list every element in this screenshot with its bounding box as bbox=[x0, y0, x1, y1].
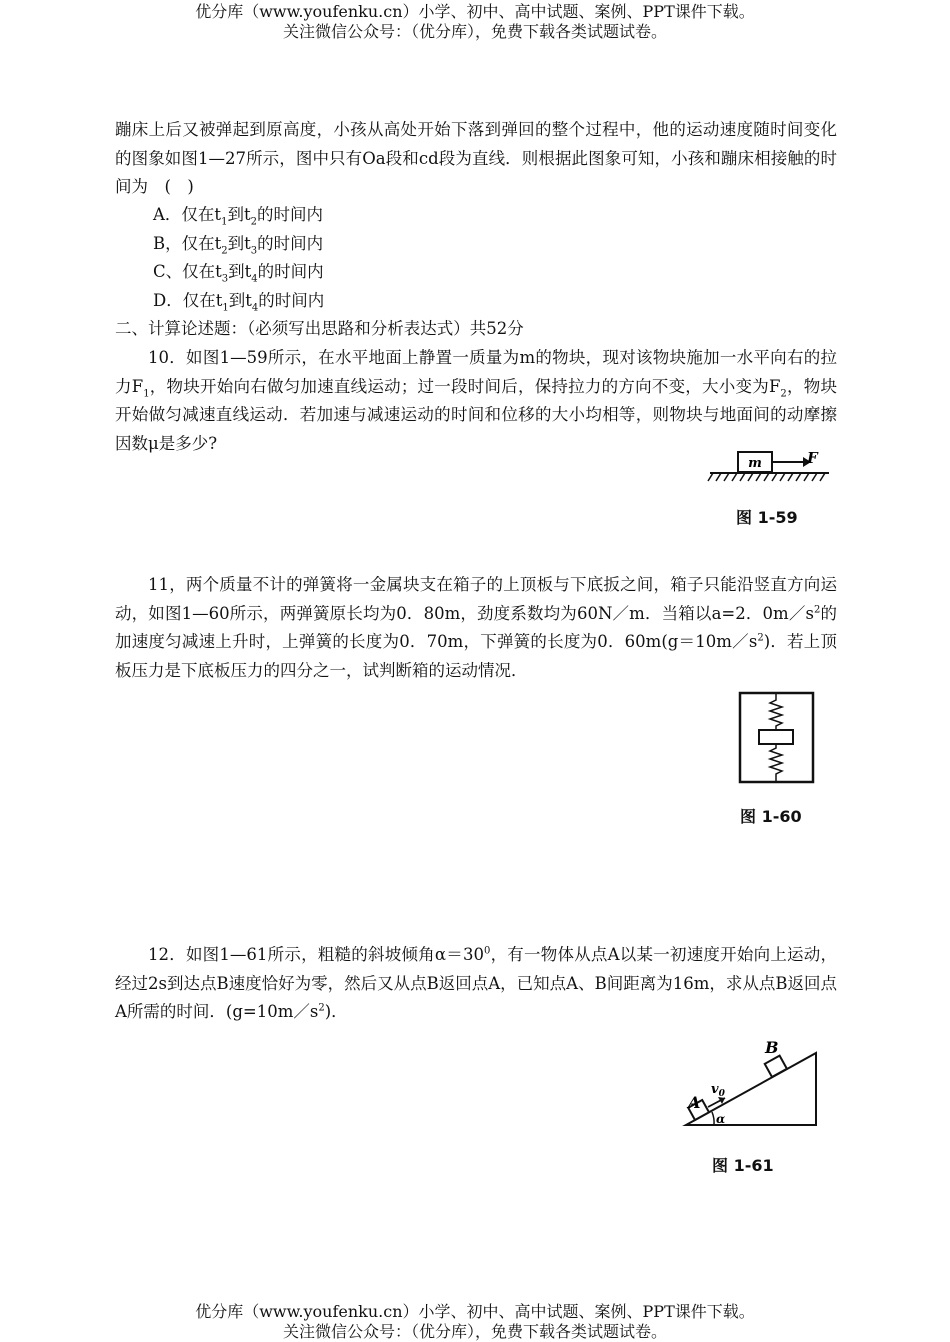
footer-line-2: 关注微信公众号：（优分库），免费下载各类试题试卷。 bbox=[282, 1322, 667, 1341]
block-m-label: m bbox=[748, 456, 762, 471]
angle-alpha-label: α bbox=[716, 1112, 726, 1126]
q11-text: 11，两个质量不计的弹簧将一金属块支在箱子的上顶板与下底扳之间，箱子只能沿竖直方向运动，如图1—60所示，两弹簧原长均为0．80m，劲度系数均为60N／m．当箱以a=2．$0m/s^2$的加速度匀减速上升时，上弹簧的长度为0．70m，下弹簧的长度为0．$60m(g=10m/s^2)$．若上顶板压力是下底板压力的四分之一，试判断箱的运动情况． bbox=[115, 575, 838, 680]
q9-option-b: B，仅在$t_2$到$t_3$的时间内 bbox=[153, 234, 324, 257]
q9-option-c: C、仅在$t_3$到$t_4$的时间内 bbox=[153, 262, 324, 285]
footer-line-1: 优分库（www.youfenku.cn）小学、初中、高中试题、案例、PPT课件下载。 bbox=[195, 1302, 755, 1321]
point-b-label: B bbox=[765, 1038, 779, 1057]
q9-option-a: A．仅在$t_1$到$t_2$的时间内 bbox=[153, 205, 323, 228]
figure-1-60 bbox=[737, 690, 817, 786]
figure-1-61-caption: 图 1-61 bbox=[712, 1156, 774, 1175]
q9-stem: 蹦床上后又被弹起到原高度，小孩从高处开始下落到弹回的整个过程中，他的运动速度随时间变化的图象如图1—27所示，图中只有Oa段和cd段为直线．则根据此图象可知，小孩和蹦床相接触的时间为 ( ) bbox=[115, 120, 837, 196]
header-line-2: 关注微信公众号：（优分库），免费下载各类试题试卷。 bbox=[282, 22, 667, 41]
q12-text: 12．如图1—61所示，粗糙的斜坡倾角$\alpha=30^0$，有一物体从点A以某一初速度开始向上运动，经过2s到达点B速度恰好为零，然后又从点B返回点A，已知点A、B间距离为16m，求从点B返回点A所需的时间．$(g=10m/s^2)$． bbox=[115, 945, 837, 1021]
header-line-1: 优分库（www.youfenku.cn）小学、初中、高中试题、案例、PPT课件下载。 bbox=[195, 2, 755, 21]
velocity-label: $v_0$ bbox=[711, 1082, 725, 1099]
section-2-title: 二、计算论述题：（必须写出思路和分析表达式）共52分 bbox=[115, 319, 524, 338]
q9-option-d: D．仅在$t_1$到$t_4$的时间内 bbox=[153, 291, 325, 314]
force-f-label: F bbox=[807, 449, 818, 467]
figure-1-61 bbox=[675, 1035, 825, 1130]
figure-1-59 bbox=[705, 446, 835, 486]
q10-text: 10．如图1—59所示，在水平地面上静置一质量为m的物块，现对该物块施加一水平向右的拉力$F_1$，物块开始向右做匀加速直线运动；过一段时间后，保持拉力的方向不变，大小变为$F_2$，物块开始做匀减速直线运动．若加速与减速运动的时间和位移的大小均相等，则物块与地面间的动摩擦因数μ是多少? bbox=[115, 348, 837, 453]
figure-1-59-caption: 图 1-59 bbox=[736, 508, 798, 527]
point-a-label: A bbox=[688, 1093, 701, 1112]
figure-1-60-caption: 图 1-60 bbox=[740, 807, 802, 826]
